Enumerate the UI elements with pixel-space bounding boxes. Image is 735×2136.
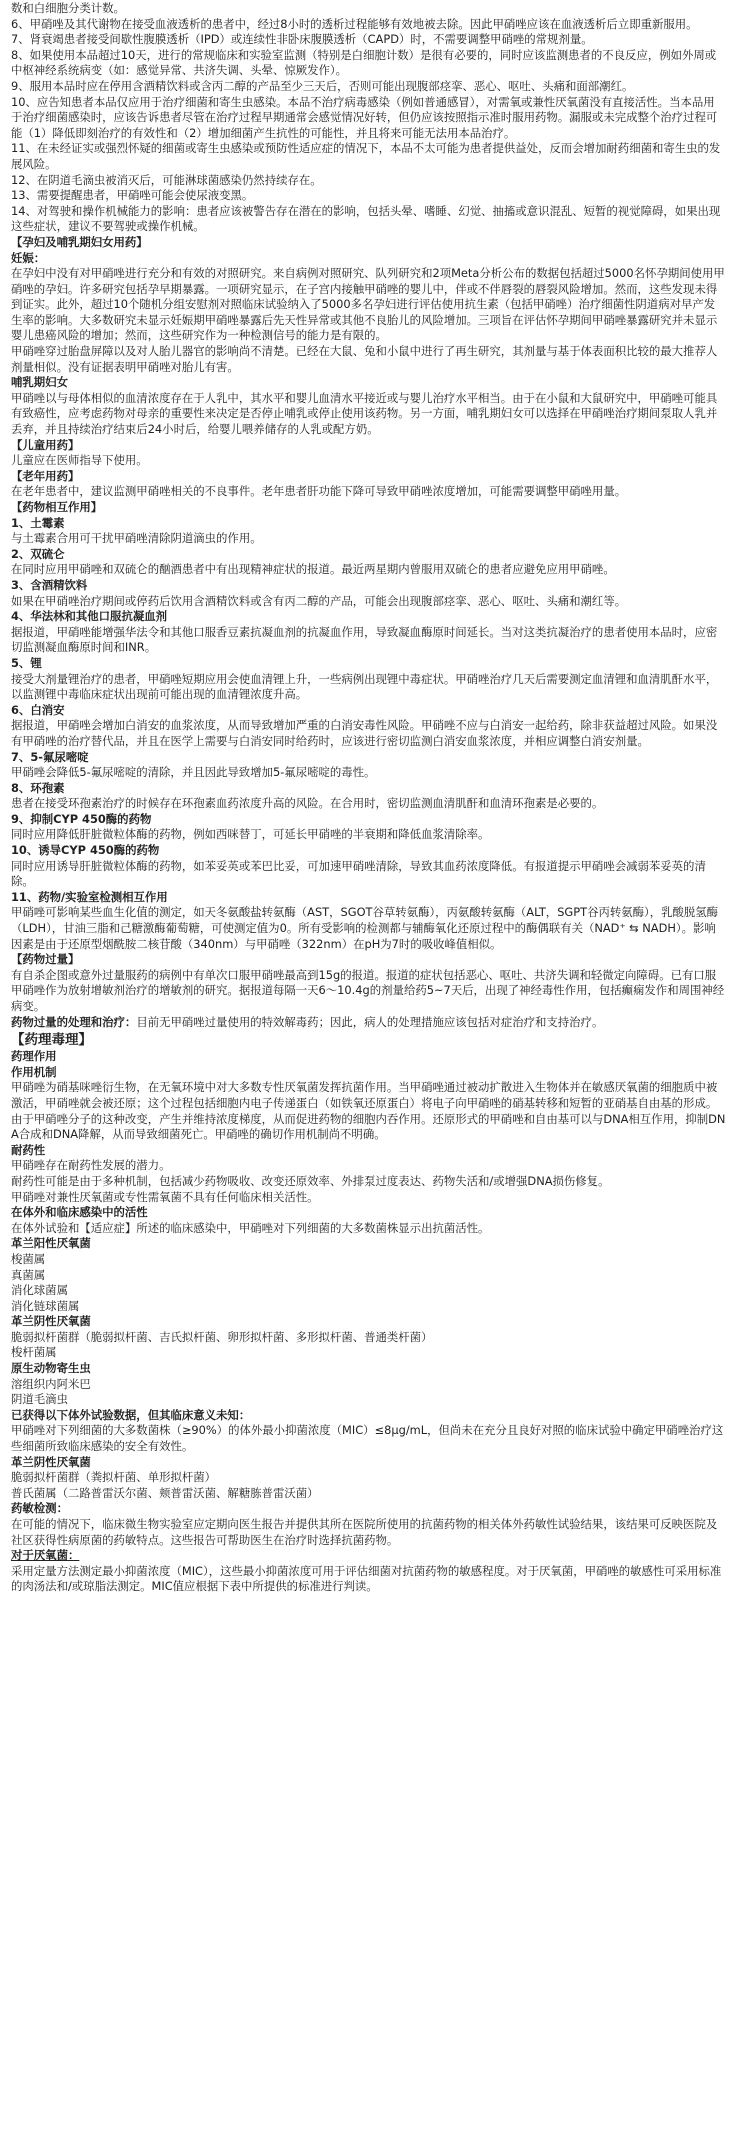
section-heading: 【药物相互作用】 (11, 500, 103, 514)
paragraph: 如果在甲硝唑治疗期间或停药后饮用含酒精饮料或含有丙二醇的产品，可能会出现腹部痉挛、恶心、呕吐、头痛和潮红等。 (11, 593, 627, 608)
section-heading: 8、环孢素 (11, 780, 65, 795)
paragraph: 真菌属 (11, 1267, 46, 1282)
section-heading: 哺乳期妇女 (11, 375, 68, 390)
section-heading: 1、土霉素 (11, 515, 65, 530)
section-heading: 对于厌氧菌： (11, 1548, 80, 1563)
paragraph: 甲硝唑可影响某些血生化值的测定，如天冬氨酸盐转氨酶（AST，SGOT谷草转氨酶），丙氨酸转氨酶（ALT，SGPT谷丙转氨酶），乳酸脱氢酶（LDH），甘油三脂和己糖激酶葡萄糖，可使测定值为0。所有受影响的检测都与辅酶氧化还原过程中的酶偶联有关（NAD⁺ ⇆ NADH）。影响因素是由于还原型烟酰胺二核苷酸（340nm）与甲硝唑（322nm）在pH为7时的吸收峰值相似。 (11, 905, 719, 951)
paragraph: 阴道毛滴虫 (11, 1392, 68, 1407)
paragraph: 在孕妇中没有对甲硝唑进行充分和有效的对照研究。来自病例对照研究、队列研究和2项Meta分析公布的数据包括超过5000名怀孕期间使用甲硝唑的孕妇。许多研究包括孕早期暴露。一项研究显示，在子宫内接触甲硝唑的婴儿中，伴或不伴唇裂的唇裂风险增加。然而，这些发现未得到证实。此外，超过10个随机分组安慰剂对照临床试验纳入了5000多名孕妇进行评估使用抗生素（包括甲硝唑）治疗细菌性阴道病对早产发生率的影响。大多数研究未显示妊娠期甲硝唑暴露后先天性异常或其他不良胎儿的风险增加。三项旨在评估怀孕期间甲硝唑暴露研究并未显示婴儿患癌风险的增加；然而，这些研究作为一种检测信号的能力是有限的。 (11, 266, 725, 343)
chapter-heading: 【药理毒理】 (11, 1032, 92, 1049)
section-heading: 11、药物/实验室检测相互作用 (11, 889, 168, 904)
section-heading: 在体外和临床感染中的活性 (11, 1205, 148, 1220)
paragraph: 7、肾衰竭患者接受间歇性腹膜透析（IPD）或连续性非卧床腹膜透析（CAPD）时，不需要调整甲硝唑的常规剂量。 (11, 32, 593, 47)
section-heading: 原生动物寄生虫 (11, 1361, 91, 1376)
section-heading: 6、白消安 (11, 702, 65, 717)
lead-label: 药物过量的处理和治疗： (11, 1014, 137, 1029)
paragraph: 脆弱拟杆菌群（脆弱拟杆菌、吉氏拟杆菌、卵形拟杆菌、多形拟杆菌、普通类杆菌） (11, 1329, 433, 1344)
section-heading: 【儿童用药】 (11, 437, 80, 452)
paragraph: 消化球菌属 (11, 1283, 68, 1298)
paragraph: 14、对驾驶和操作机械能力的影响：患者应该被警告存在潜在的影响，包括头晕、嗜睡、幻觉、抽搐或意识混乱、短暂的视觉障碍，如果出现这些症状，建议不要驾驶或操作机械。 (11, 203, 721, 234)
lead-label: 已获得以下体外试验数据，但其临床意义未知： (11, 1407, 251, 1422)
paragraph: 甲硝唑穿过胎盘屏障以及对人胎儿器官的影响尚不清楚。已经在大鼠、兔和小鼠中进行了再生研究，其剂量与基于体表面积比较的最大推荐人剂量相似。没有证据表明甲硝唑对胎儿有害。 (11, 344, 718, 374)
paragraph: 在体外试验和【适应症】所述的临床感染中，甲硝唑对下列细菌的大多数菌株显示出抗菌活性。 (11, 1220, 490, 1235)
section-heading: 9、抑制CYP 450酶的药物 (11, 811, 152, 826)
paragraph: 10、应告知患者本品仅应用于治疗细菌和寄生虫感染。本品不治疗病毒感染（例如普通感冒），对需氧或兼性厌氧菌没有直接活性。当本品用于治疗细菌感染时，应该告诉患者尽管在治疗过程早期通常会感觉情况好转，但仍应该按照指示准时服用药物。漏服或未完成整个治疗过程可能（1）降低即刻治疗的有效性和（2）增加细菌产生抗性的可能性，并且将来可能无法用本品治疗。 (11, 94, 718, 140)
paragraph: 普氏菌属（二路普雷沃尔菌、颊普雷沃菌、解糖胨普雷沃菌） (11, 1485, 319, 1500)
paragraph: 梭杆菌属 (11, 1345, 57, 1360)
paragraph: 患者在接受环孢素治疗的时候存在环孢素血药浓度升高的风险。在合用时，密切监测血清肌酐和血清环孢素是必要的。 (11, 796, 604, 811)
paragraph: 甲硝唑存在耐药性发展的潜力。 (11, 1158, 171, 1173)
section-heading: 10、诱导CYP 450酶的药物 (11, 843, 160, 858)
section-heading: 药理作用 (11, 1049, 57, 1064)
paragraph: 在老年患者中，建议监测甲硝唑相关的不良事件。老年患者肝功能下降可导致甲硝唑浓度增加，可能需要调整甲硝唑用量。 (11, 484, 627, 499)
paragraph: 6、甲硝唑及其代谢物在接受血液透析的患者中，经过8小时的透析过程能够有效地被去除。因此甲硝唑应该在血液透析后立即重新服用。 (11, 16, 698, 31)
section-heading: 5、锂 (11, 655, 42, 670)
paragraph: 数和白细胞分类计数。 (11, 1, 125, 15)
paragraph: 据报道，甲硝唑能增强华法令和其他口服香豆素抗凝血剂的抗凝血作用，导致凝血酶原时间延长。当对这类抗凝治疗的患者使用本品时，应密切监测凝血酶原时间和INR。 (11, 624, 718, 655)
paragraph: 11、在未经证实或强烈怀疑的细菌或寄生虫感染或预防性适应症的情况下，本品不太可能为患者提供益处，反而会增加耐药细菌和寄生虫的发展风险。 (11, 141, 721, 171)
section-heading: 4、华法林和其他口服抗凝血剂 (11, 609, 168, 624)
paragraph: 8、如果使用本品超过10天，进行的常规临床和实验室监测（特别是白细胞计数）是很有必要的，同时应该监测患者的不良反应，例如外周或中枢神经系统病变（如：感觉异常、共济失调、头晕、惊厥发作）。 (11, 47, 717, 78)
paragraph: 溶组织内阿米巴 (11, 1376, 91, 1391)
section-heading: 【孕妇及哺乳期妇女用药】 (11, 234, 148, 249)
section-heading: 革兰阴性厌氧菌 (11, 1314, 91, 1329)
section-heading: 作用机制 (11, 1064, 57, 1079)
paragraph: 采用定量方法测定最小抑菌浓度（MIC），这些最小抑菌浓度可用于评估细菌对抗菌药物的敏感程度。对于厌氧菌，甲硝唑的敏感性可采用标准的肉汤法和/或琼脂法测定。MIC值应根据下表中所提供的标准进行判读。 (11, 1563, 722, 1594)
section-heading: 【老年用药】 (11, 468, 80, 483)
paragraph: 甲硝唑会降低5-氟尿嘧啶的清除，并且因此导致增加5-氟尿嘧啶的毒性。 (11, 765, 376, 780)
paragraph: 有自杀企图或意外过量服药的病例中有单次口服甲硝唑最高到15g的报道。报道的症状包括恶心、呕吐、共济失调和轻微定向障碍。已有口服甲硝唑作为放射增敏剂治疗的增敏剂的研究。据报道每隔一天6～10.4g的剂量给药5~7天后，出现了神经毒性作用，包括癫痫发作和周围神经病变。 (11, 967, 725, 1013)
section-heading: 妊娠： (11, 250, 46, 265)
paragraph: 甲硝唑以与母体相似的血清浓度存在于人乳中，其水平和婴儿血清水平接近或与婴儿治疗水平相当。由于在小鼠和大鼠研究中，甲硝唑可能具有致癌性，应考虑药物对母亲的重要性来决定是否停止哺乳或停止使用该药物。另一方面，哺乳期妇女可以选择在甲硝唑治疗期间泵取人乳并丢弃，并且持续治疗结束后24小时后，给婴儿喂养储存的人乳或配方奶。 (11, 390, 718, 437)
paragraph: 耐药性可能是由于多种机制，包括减少药物吸收、改变还原效率、外排泵过度表达、药物失活和/或增强DNA损伤修复。 (11, 1173, 610, 1188)
section-heading: 革兰阴性厌氧菌 (11, 1454, 91, 1469)
paragraph: 同时应用诱导肝脏微粒体酶的药物，如苯妥英或苯巴比妥，可加速甲硝唑清除，导致其血药浓度降低。有报道提示甲硝唑会减弱苯妥英的清除。 (11, 858, 706, 889)
paragraph: 在同时应用甲硝唑和双硫仑的酗酒患者中有出现精神症状的报道。最近两星期内曾服用双硫仑的患者应避免应用甲硝唑。 (11, 562, 615, 577)
paragraph: 儿童应在医师指导下使用。 (11, 453, 148, 468)
paragraph: 甲硝唑对下列细菌的大多数菌株（≥90%）的体外最小抑菌浓度（MIC）≤8μg/mL，但尚未在充分且良好对照的临床试验中确定甲硝唑治疗这些细菌所致临床感染的安全有效性。 (11, 1423, 724, 1454)
section-heading: 2、双硫仑 (11, 546, 65, 561)
paragraph-with-lead (11, 1015, 726, 1031)
paragraph-with-lead (11, 1408, 726, 1424)
paragraph: 脆弱拟杆菌群（粪拟杆菌、单形拟杆菌） (11, 1470, 217, 1485)
paragraph: 同时应用降低肝脏微粒体酶的药物，例如西咪替丁，可延长甲硝唑的半衰期和降低血浆清除率。 (11, 827, 490, 842)
section-heading: 药敏检测： (11, 1501, 68, 1516)
paragraph: 消化链球菌属 (11, 1298, 80, 1313)
section-heading: 革兰阳性厌氧菌 (11, 1236, 91, 1251)
paragraph: 甲硝唑为硝基咪唑衍生物，在无氧环境中对大多数专性厌氧菌发挥抗菌作用。当甲硝唑通过被动扩散进入生物体并在敏感厌氧菌的细胞质中被激活，甲硝唑就会被还原；这个过程包括细胞内电子传递蛋白（如铁氧还原蛋白）将电子向甲硝唑的硝基转移和短暂的亚硝基自由基的形成。由于甲硝唑分子的这种改变，产生并维持浓度梯度，从而促进药物的细胞内吞作用。还原形式的甲硝唑和自由基可以与DNA相互作用，抑制DNA合成和DNA降解，从而导致细菌死亡。甲硝唑的确切作用机制尚不明确。 (11, 1080, 726, 1142)
section-heading: 7、5-氟尿嘧啶 (11, 749, 89, 764)
section-heading: 【药物过量】 (11, 952, 80, 967)
paragraph: 13、需要提醒患者，甲硝唑可能会使尿液变黑。 (11, 188, 254, 203)
paragraph: 接受大剂量锂治疗的患者，甲硝唑短期应用会使血清锂上升，一些病例出现锂中毒症状。甲硝唑治疗几天后需要测定血清锂和血清肌酐水平，以监测锂中毒临床症状出现前可能出现的血清锂浓度升高。 (11, 671, 718, 702)
paragraph-text: 目前无甲硝唑过量使用的特效解毒药；因此，病人的处理措施应该包括对症治疗和支持治疗。 (136, 1014, 604, 1029)
paragraph: 9、服用本品时应在停用含酒精饮料或含丙二醇的产品至少三天后，否则可能出现腹部痉挛、恶心、呕吐、头痛和面部潮红。 (11, 78, 634, 93)
section-heading: 3、含酒精饮料 (11, 577, 88, 592)
section-heading: 耐药性 (11, 1142, 46, 1157)
paragraph: 据报道，甲硝唑会增加白消安的血浆浓度，从而导致增加严重的白消安毒性风险。甲硝唑不应与白消安一起给药，除非获益超过风险。如果没有甲硝唑的治疗替代品，并且在医学上需要与白消安同时给药时，应该进行密切监测白消安血浆浓度，并相应调整白消安剂量。 (11, 718, 718, 748)
paragraph: 在可能的情况下，临床微生物实验室应定期向医生报告并提供其所在医院所使用的抗菌药物的相关体外药敏性试验结果，该结果可反映医院及社区获得性病原菌的药敏特点。这些报告可帮助医生在治疗时选择抗菌药物。 (11, 1517, 718, 1547)
paragraph: 梭菌属 (11, 1251, 46, 1266)
paragraph: 与土霉素合用可干扰甲硝唑清除阴道滴虫的作用。 (11, 531, 262, 546)
paragraph: 12、在阴道毛滴虫被消灭后，可能淋球菌感染仍然持续存在。 (11, 172, 322, 187)
paragraph: 甲硝唑对兼性厌氧菌或专性需氧菌不具有任何临床相关活性。 (11, 1189, 319, 1204)
